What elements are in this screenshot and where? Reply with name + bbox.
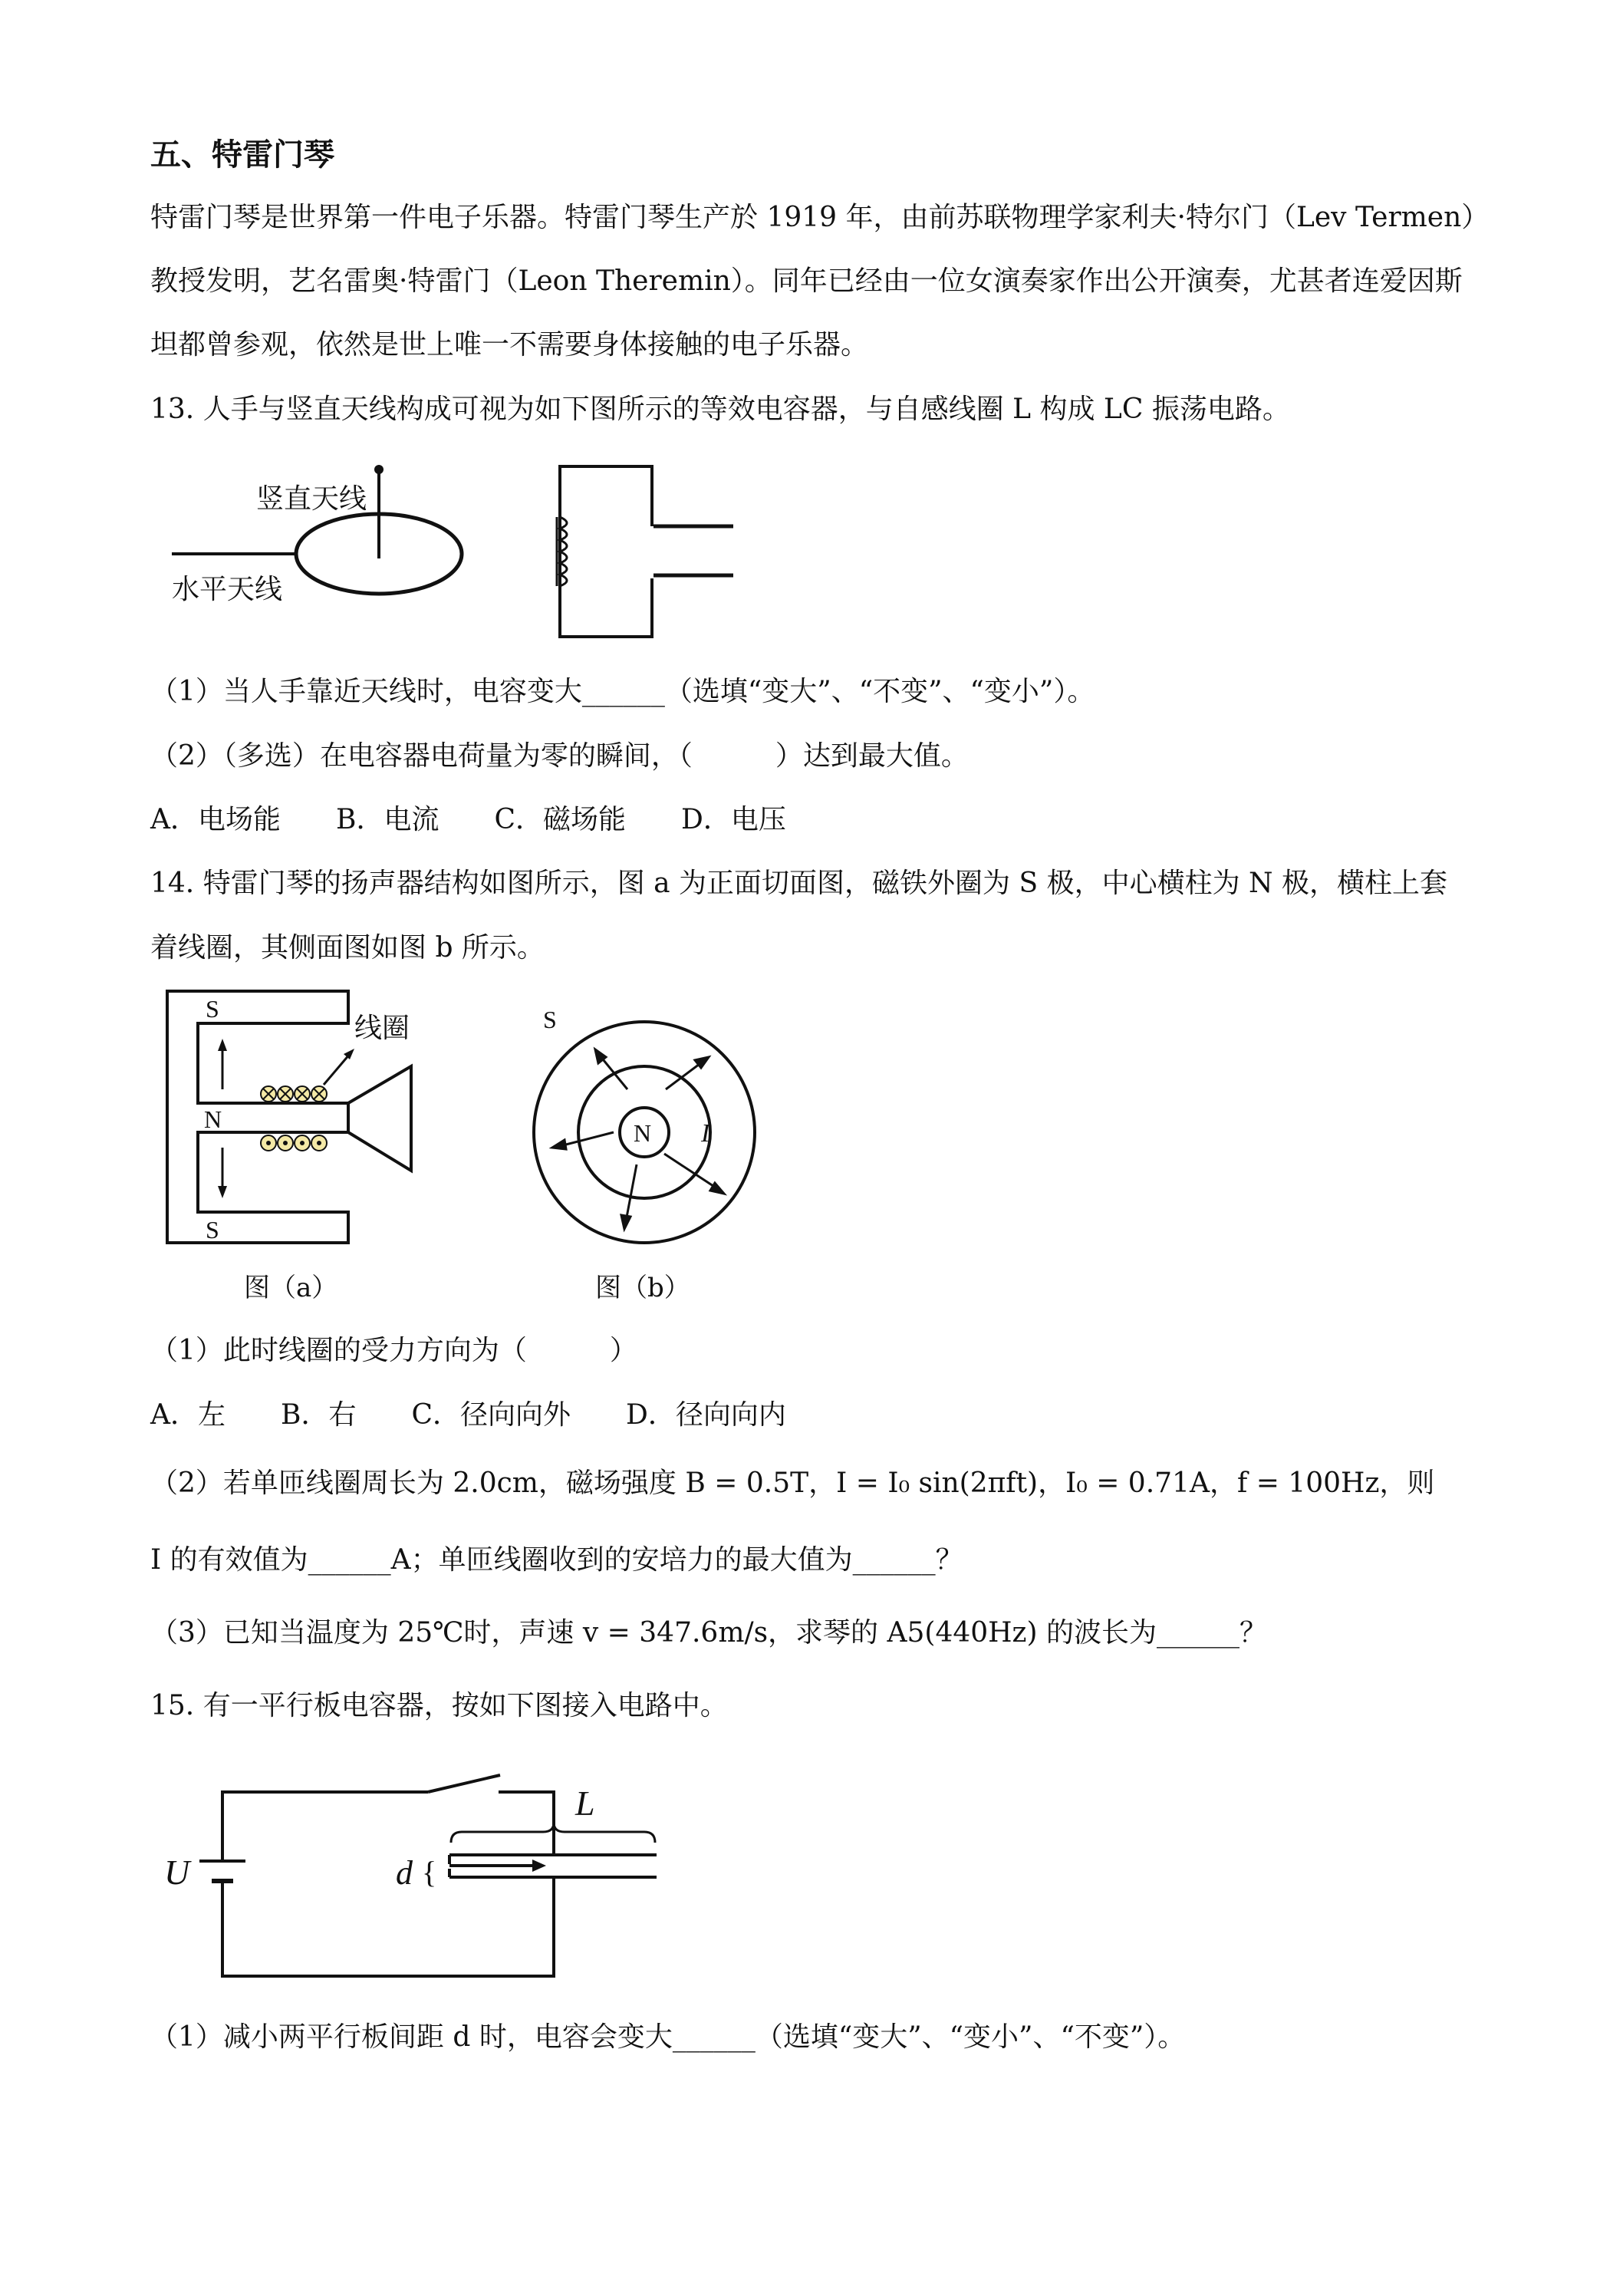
horizontal-antenna-label: 水平天线: [172, 574, 283, 605]
q15-stem: 15. 有一平行板电容器，按如下图接入电路中。: [150, 1690, 728, 1721]
q13-stem: 13. 人手与竖直天线构成可视为如下图所示的等效电容器，与自感线圈 L 构成 LC 振荡电路。: [150, 394, 1290, 425]
q13-lc-circuit: [537, 460, 752, 644]
fig-b-s: S: [543, 1006, 557, 1033]
fig-l: L: [575, 1784, 595, 1823]
fig-a-s-bottom: S: [206, 1216, 219, 1244]
fig-d: d: [396, 1854, 413, 1892]
switch-icon: [428, 1775, 500, 1792]
q14-options: A．左 B．右 C．径向向外 D．径向向内: [150, 1399, 786, 1431]
q14-sub2-2: I 的有效值为______A；单匝线圈收到的安培力的最大值为______？: [150, 1544, 963, 1576]
inductor-icon: [560, 517, 567, 586]
fig-u: U: [164, 1853, 190, 1892]
q13-options: A．电场能 B．电流 C．磁场能 D．电压: [150, 804, 786, 835]
q15-sub1: （1）减小两平行板间距 d 时，电容会变大______（选填“变大”、“变小”、“不变”）。: [150, 2021, 1186, 2053]
fig-a-coil-label: 线圈: [354, 1013, 410, 1044]
fig-a-caption: 图（a）: [244, 1273, 338, 1303]
q14-figure-a: [153, 982, 476, 1304]
q14-figure-b: [529, 990, 790, 1304]
fig-a-n: N: [204, 1105, 222, 1133]
intro-line-2: 教授发明，艺名雷奥·特雷门（Leon Theremin）。同年已经由一位女演奏家作出公开演奏，尤甚者连爱因斯: [150, 265, 1463, 297]
intro-line-1: 特雷门琴是世界第一件电子乐器。特雷门琴生产於 1919 年，由前苏联物理学家利夫·特尔门（Lev Termen）: [150, 202, 1490, 233]
vertical-antenna-label: 竖直天线: [256, 483, 367, 515]
q14-stem-1: 14. 特雷门琴的扬声器结构如图所示，图 a 为正面切面图，磁铁外圈为 S 极，中心横柱为 N 极，横柱上套: [150, 868, 1447, 899]
fig-d-brace: {: [422, 1855, 437, 1889]
intro-line-3: 坦都曾参观，依然是世上唯一不需要身体接触的电子乐器。: [150, 329, 869, 361]
fig-b-caption: 图（b）: [595, 1273, 690, 1303]
coil-into-page-icon: [261, 1086, 327, 1102]
q14-stem-2: 着线圈，其侧面图如图 b 所示。: [150, 932, 545, 964]
fig-b-n: N: [634, 1119, 652, 1147]
q13-sub2: （2）（多选）在电容器电荷量为零的瞬间，（ ）达到最大值。: [150, 740, 969, 772]
coil-out-of-page-icon: [261, 1135, 327, 1151]
q14-sub2-1: （2）若单匝线圈周长为 2.0cm，磁场强度 B = 0.5T，I = I₀ sin(2πft)，I₀ = 0.71A，f = 100Hz，则: [150, 1468, 1435, 1499]
q14-sub1: （1）此时线圈的受力方向为（ ）: [150, 1335, 637, 1366]
q15-circuit: [153, 1757, 690, 1987]
q14-sub3: （3）已知当温度为 25℃时，声速 v = 347.6m/s，求琴的 A5(440Hz) 的波长为______？: [150, 1617, 1268, 1649]
fig-b-i: I: [701, 1119, 710, 1148]
section-title: 五、特雷门琴: [150, 137, 334, 173]
fig-a-s-top: S: [206, 995, 219, 1023]
q13-sub1: （1）当人手靠近天线时，电容变大______（选填“变大”、“不变”、“变小”）。: [150, 676, 1095, 707]
q13-antenna-figure: [169, 453, 476, 629]
